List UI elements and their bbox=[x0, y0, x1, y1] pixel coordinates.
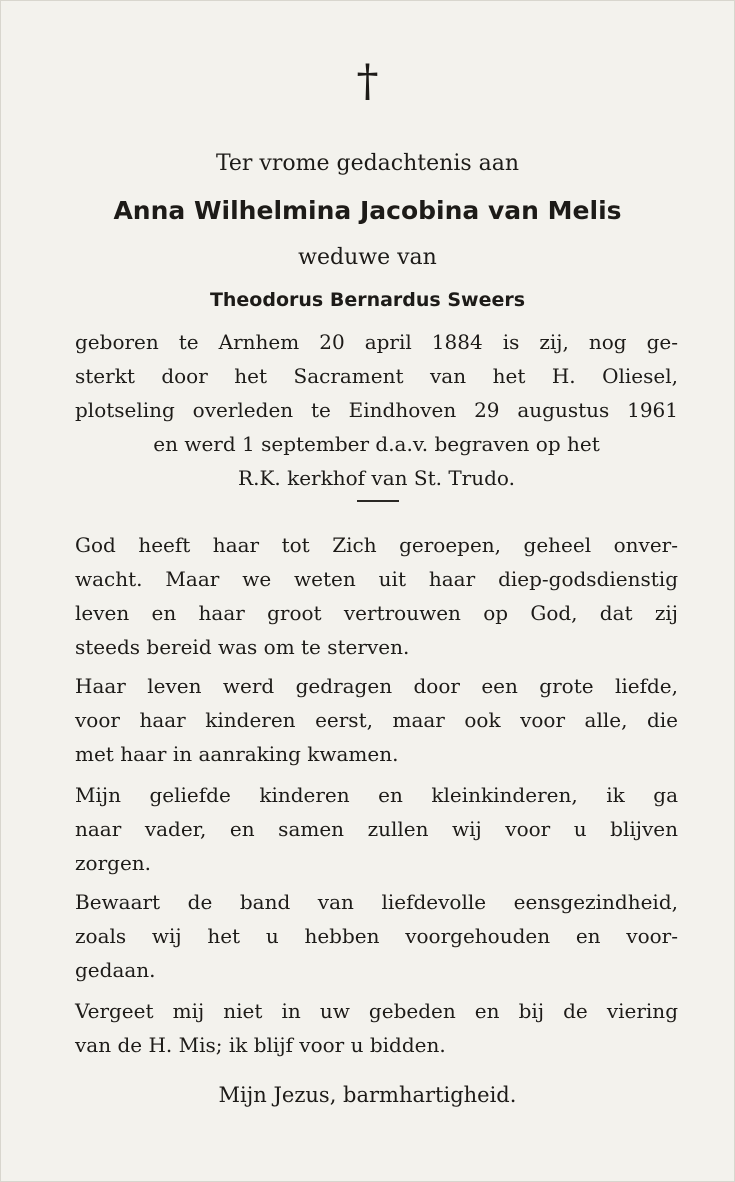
paragraph-line: Haar leven werd gedragen door een grote liefde, bbox=[75, 674, 678, 698]
paragraph-line: naar vader, en samen zullen wij voor u blijven bbox=[75, 817, 678, 841]
intro-line: Ter vrome gedachtenis aan bbox=[215, 151, 520, 176]
paragraph-line: Mijn geliefde kinderen en kleinkinderen, ik ga bbox=[75, 783, 678, 807]
paragraph-line: van de H. Mis; ik blijf voor u bidden. bbox=[75, 1033, 446, 1057]
bio-line: sterkt door het Sacrament van het H. Oliesel, bbox=[75, 364, 678, 388]
paragraph-line: God heeft haar tot Zich geroepen, geheel onver- bbox=[75, 533, 678, 557]
paragraph-line: met haar in aanraking kwamen. bbox=[75, 742, 399, 766]
bio-line: R.K. kerkhof van St. Trudo. bbox=[238, 466, 515, 490]
deceased-name: Anna Wilhelmina Jacobina van Melis bbox=[113, 196, 622, 225]
paragraph-line: gedaan. bbox=[75, 958, 156, 982]
husband-name: Theodorus Bernardus Sweers bbox=[209, 289, 526, 311]
bio-line: plotseling overleden te Eindhoven 29 augustus 1961 bbox=[75, 398, 678, 422]
paragraph-line: steeds bereid was om te sterven. bbox=[75, 635, 410, 659]
paragraph-line: Vergeet mij niet in uw gebeden en bij de viering bbox=[75, 999, 678, 1023]
paragraph-line: voor haar kinderen eerst, maar ook voor alle, die bbox=[75, 708, 678, 732]
paragraph-line: leven en haar groot vertrouwen op God, dat zij bbox=[75, 601, 678, 625]
paragraph-line: zoals wij het u hebben voorgehouden en voor- bbox=[75, 924, 678, 948]
bio-line: geboren te Arnhem 20 april 1884 is zij, nog ge- bbox=[75, 330, 678, 354]
cross-icon: † bbox=[356, 56, 379, 107]
widow-of-line: weduwe van bbox=[298, 245, 437, 270]
paragraph-line: wacht. Maar we weten uit haar diep-godsdienstig bbox=[75, 567, 678, 591]
paragraph-line: zorgen. bbox=[75, 851, 152, 875]
closing-prayer: Mijn Jezus, barmhartigheid. bbox=[218, 1083, 517, 1107]
divider bbox=[357, 500, 399, 502]
paragraph-line: Bewaart de band van liefdevolle eensgezindheid, bbox=[75, 890, 678, 914]
bio-line: en werd 1 september d.a.v. begraven op het bbox=[153, 432, 600, 456]
